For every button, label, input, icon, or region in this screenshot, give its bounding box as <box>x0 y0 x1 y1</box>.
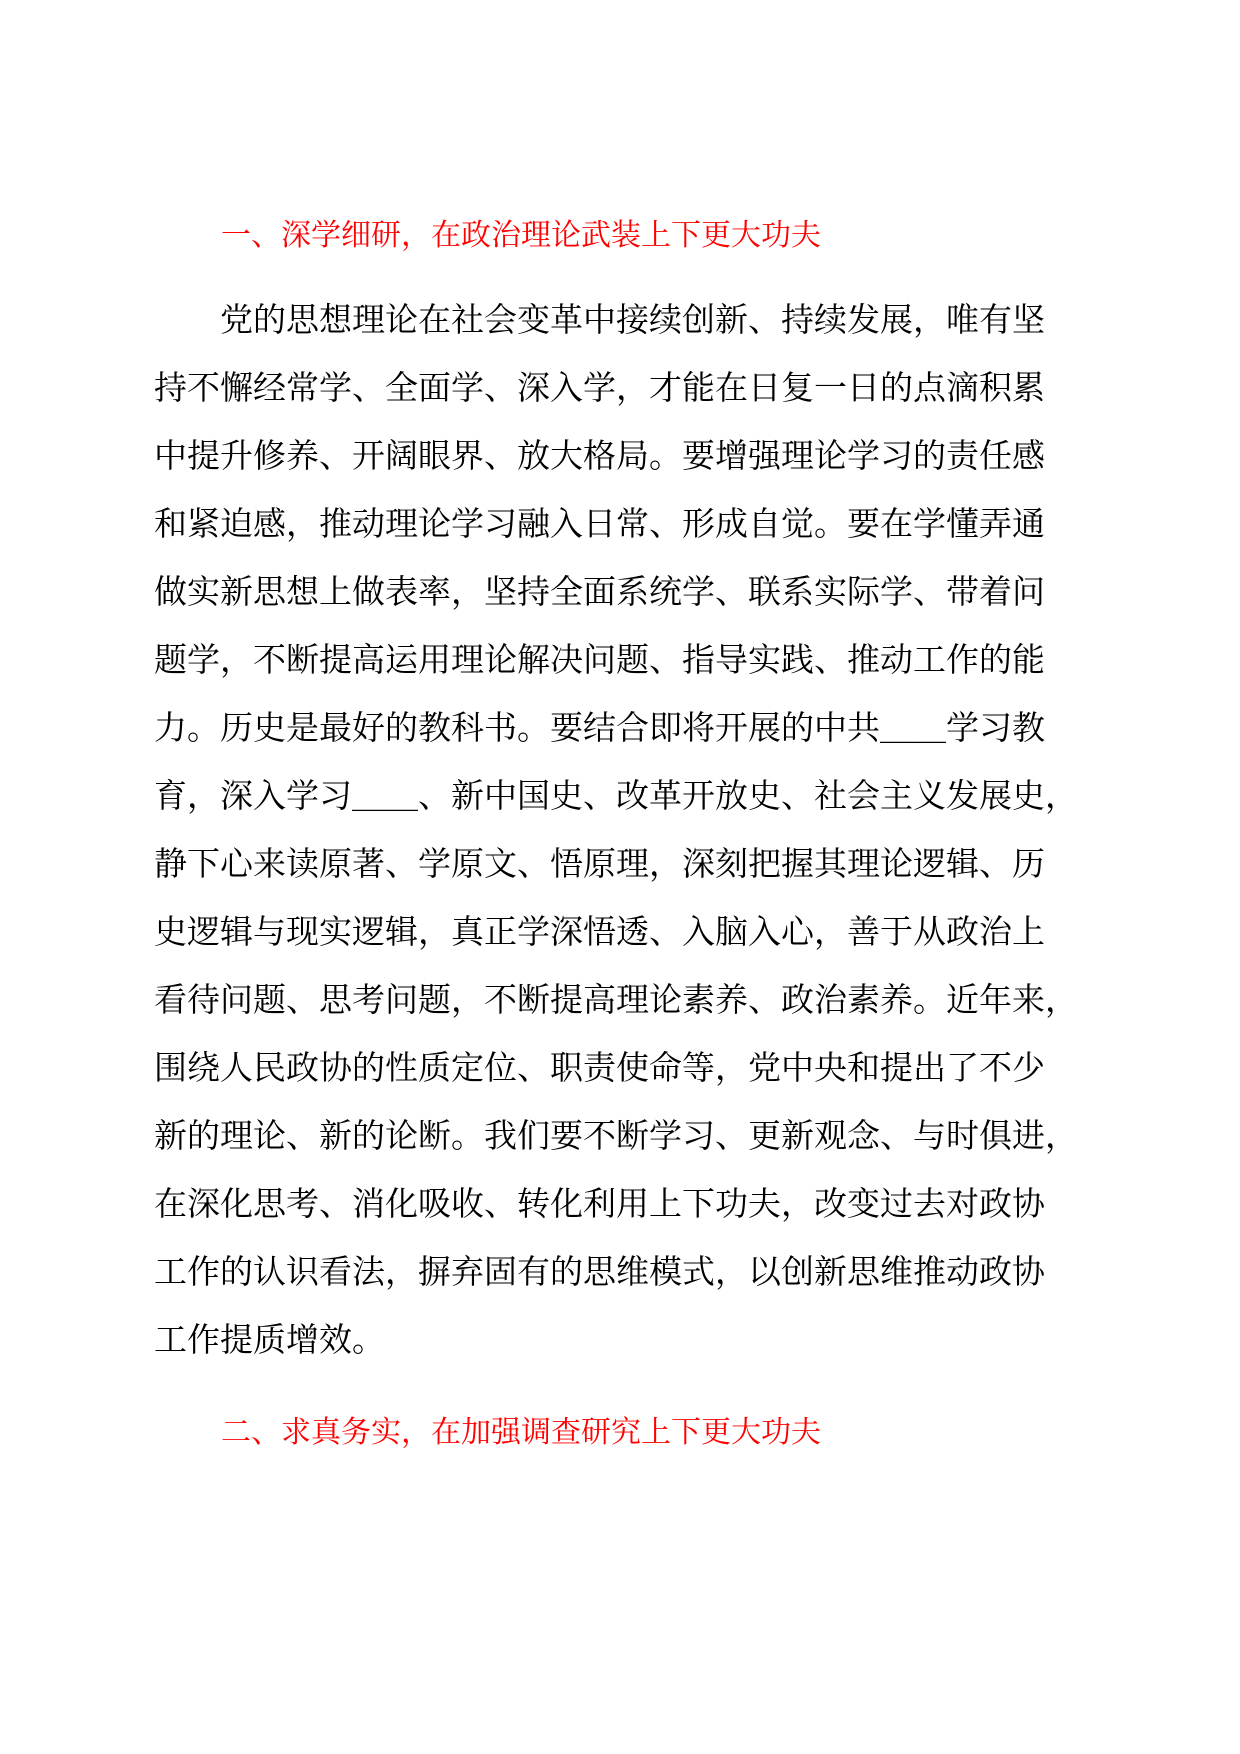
paragraph-line: 工作提质增效。 <box>154 1320 385 1359</box>
paragraph-line: 育，深入学习＿＿、新中国史、改革开放史、社会主义发展史， <box>154 776 1078 815</box>
paragraph-line: 静下心来读原著、学原文、悟原理，深刻把握其理论逻辑、历 <box>154 844 1045 883</box>
paragraph-line: 题学，不断提高运用理论解决问题、指导实践、推动工作的能 <box>154 640 1045 679</box>
paragraph-line: 新的理论、新的论断。我们要不断学习、更新观念、与时俱进， <box>154 1116 1078 1155</box>
section-2-heading: 二、求真务实，在加强调查研究上下更大功夫 <box>221 1415 821 1450</box>
paragraph-line: 持不懈经常学、全面学、深入学，才能在日复一日的点滴积累 <box>154 368 1045 407</box>
paragraph-line: 史逻辑与现实逻辑，真正学深悟透、入脑入心，善于从政治上 <box>154 912 1045 951</box>
paragraph-line: 在深化思考、消化吸收、转化利用上下功夫，改变过去对政协 <box>154 1184 1045 1223</box>
paragraph-line: 做实新思想上做表率，坚持全面系统学、联系实际学、带着问 <box>154 572 1045 611</box>
section-1-heading: 一、深学细研，在政治理论武装上下更大功夫 <box>221 218 821 253</box>
paragraph-line: 围绕人民政协的性质定位、职责使命等，党中央和提出了不少 <box>154 1048 1045 1087</box>
paragraph-line: 工作的认识看法，摒弃固有的思维模式，以创新思维推动政协 <box>154 1252 1045 1291</box>
paragraph-line: 力。历史是最好的教科书。要结合即将开展的中共＿＿学习教 <box>154 708 1045 747</box>
paragraph-line: 看待问题、思考问题，不断提高理论素养、政治素养。近年来， <box>154 980 1078 1019</box>
paragraph-line: 中提升修养、开阔眼界、放大格局。要增强理论学习的责任感 <box>154 436 1045 475</box>
paragraph-line: 和紧迫感，推动理论学习融入日常、形成自觉。要在学懂弄通 <box>154 504 1045 543</box>
paragraph-line: 党的思想理论在社会变革中接续创新、持续发展，唯有坚 <box>220 300 1045 339</box>
